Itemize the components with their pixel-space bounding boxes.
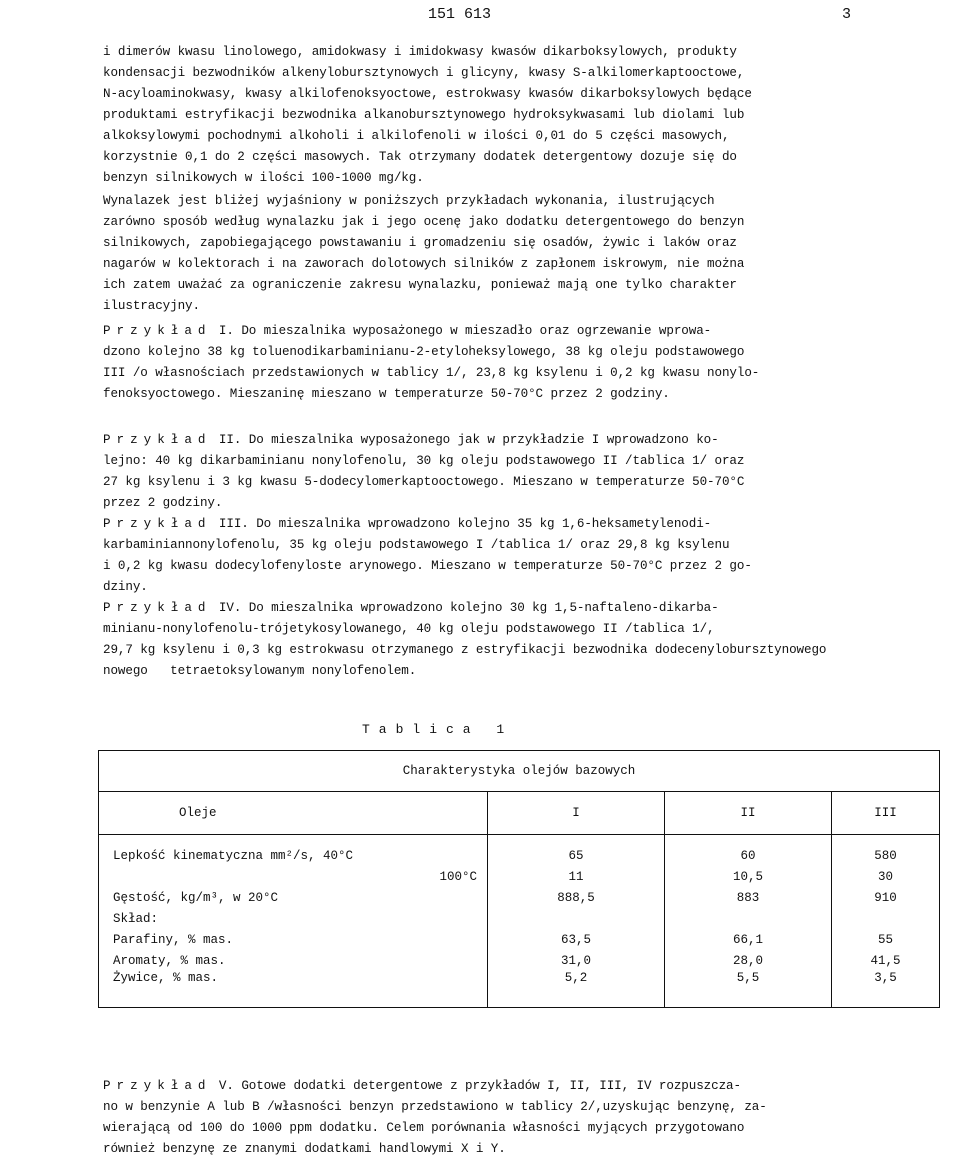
text-line: zarówno sposób według wynalazku jak i jego ocenę jako dodatku detergentowego do benzyn <box>103 215 745 229</box>
example-2-paragraph <box>103 430 945 514</box>
example-label: Przykład <box>103 601 212 615</box>
table-title: Tablica 1 <box>362 722 514 737</box>
text-line: III /o własnościach przedstawionych w tablicy 1/, 23,8 kg ksylenu i 0,2 kg kwasu nonylo- <box>103 366 760 380</box>
cell-value: 65 <box>488 835 665 867</box>
example-text: Do mieszalnika wyposażonego w mieszadło oraz ogrzewanie wprowa- <box>241 324 712 338</box>
text-line: benzyn silnikowych w ilości 100-1000 mg/kg. <box>103 171 424 185</box>
table-row <box>99 971 940 1008</box>
cell-value: 883 <box>665 887 832 908</box>
row-label: Żywice, % mas. <box>99 971 488 1008</box>
text-line: lejno: 40 kg dikarbaminianu nonylofenolu, 30 kg oleju podstawowego II /tablica 1/ oraz <box>103 454 745 468</box>
example-5-paragraph <box>103 1076 945 1160</box>
text-line: ilustracyjny. <box>103 299 200 313</box>
text-line: przez 2 godziny. <box>103 496 223 510</box>
page-header <box>0 6 960 30</box>
cell-value: 31,0 <box>488 950 665 971</box>
text-line <box>103 1076 945 1097</box>
example-number: IV. <box>211 601 249 615</box>
row-label: Lepkość kinematyczna mm²/s, 40°C <box>99 835 488 867</box>
example-text: Do mieszalnika wprowadzono kolejno 35 kg 1,6-heksametylenodi- <box>256 517 712 531</box>
text-line: nagarów w kolektorach i na zaworach dolotowych silników z zapłonem iskrowym, nie można <box>103 257 745 271</box>
cell-value <box>488 908 665 929</box>
table-row <box>99 908 940 929</box>
cell-value: 3,5 <box>832 971 940 1008</box>
table-row <box>99 950 940 971</box>
example-4-paragraph <box>103 598 945 682</box>
text-line: minianu-nonylofenolu-trójetykosylowanego, 40 kg oleju podstawowego II /tablica 1/, <box>103 622 715 636</box>
cell-value: 66,1 <box>665 929 832 950</box>
example-3-paragraph <box>103 514 945 598</box>
header-oils: Oleje <box>99 792 488 835</box>
example-text: Do mieszalnika wprowadzono kolejno 30 kg 1,5-naftaleno-dikarba- <box>248 601 719 615</box>
text-line: ich zatem uważać za ograniczenie zakresu wynalazku, ponieważ mają one tylko charakter <box>103 278 737 292</box>
cell-value: 41,5 <box>832 950 940 971</box>
example-text: Gotowe dodatki detergentowe z przykładów I, II, III, IV rozpuszcza- <box>241 1079 741 1093</box>
example-label: Przykład <box>103 1079 212 1093</box>
cell-value: 580 <box>832 835 940 867</box>
cell-value: 5,5 <box>665 971 832 1008</box>
text-line: kondensacji bezwodników alkenylobursztynowych i glicyny, kwasy S-alkilomerkaptooctowe, <box>103 66 745 80</box>
table-caption: Charakterystyka olejów bazowych <box>99 751 940 792</box>
cell-value: 11 <box>488 866 665 887</box>
header-oil-2: II <box>665 792 832 835</box>
text-line <box>103 598 945 619</box>
example-number: III. <box>211 517 257 531</box>
cell-value: 910 <box>832 887 940 908</box>
intro-paragraph <box>103 42 945 189</box>
explanation-paragraph <box>103 191 945 317</box>
cell-value <box>832 908 940 929</box>
table-row <box>99 887 940 908</box>
row-label: Skład: <box>99 908 488 929</box>
text-line: dziny. <box>103 580 148 594</box>
text-line: Wynalazek jest bliżej wyjaśniony w poniższych przykładach wykonania, ilustrujących <box>103 194 715 208</box>
table-row <box>99 835 940 867</box>
text-line <box>103 321 945 342</box>
text-line: no w benzynie A lub B /własności benzyn przedstawiono w tablicy 2/,uzyskując benzynę, za- <box>103 1100 767 1114</box>
example-number: I. <box>211 324 242 338</box>
cell-value: 55 <box>832 929 940 950</box>
example-label: Przykład <box>103 324 212 338</box>
text-line <box>103 514 945 535</box>
text-line: silnikowych, zapobiegającego powstawaniu i gromadzeniu się osadów, żywic i laków oraz <box>103 236 737 250</box>
text-line: i dimerów kwasu linolowego, amidokwasy i imidokwasy kwasów dikarboksylowych, produkty <box>103 45 737 59</box>
example-text: Do mieszalnika wyposażonego jak w przykładzie I wprowadzono ko- <box>248 433 719 447</box>
cell-value: 10,5 <box>665 866 832 887</box>
text-line: i 0,2 kg kwasu dodecylofenyloste arynowego. Mieszano w temperaturze 50-70°C przez 2 go- <box>103 559 752 573</box>
example-label: Przykład <box>103 517 212 531</box>
text-line: 29,7 kg ksylenu i 0,3 kg estrokwasu otrzymanego z estryfikacji bezwodnika dodecenylobursztynowego <box>103 643 827 657</box>
table-row <box>99 929 940 950</box>
text-line: nowego tetraetoksylowanym nonylofenolem. <box>103 664 417 678</box>
text-line: 27 kg ksylenu i 3 kg kwasu 5-dodecylomerkaptooctowego. Mieszano w temperaturze 50-70°C <box>103 475 745 489</box>
base-oils-table <box>98 750 940 1008</box>
cell-value: 60 <box>665 835 832 867</box>
header-oil-1: I <box>488 792 665 835</box>
example-number: V. <box>211 1079 242 1093</box>
header-oil-3: III <box>832 792 940 835</box>
page-number: 151 613 <box>428 6 492 23</box>
table-row <box>99 866 940 887</box>
example-1-paragraph <box>103 321 945 405</box>
cell-value: 30 <box>832 866 940 887</box>
text-line: dzono kolejno 38 kg toluenodikarbaminianu-2-etyloheksylowego, 38 kg oleju podstawowego <box>103 345 745 359</box>
row-label: Parafiny, % mas. <box>99 929 488 950</box>
text-line: również benzynę ze znanymi dodatkami handlowymi X i Y. <box>103 1142 506 1156</box>
example-label: Przykład <box>103 433 212 447</box>
cell-value: 28,0 <box>665 950 832 971</box>
side-number: 3 <box>842 6 852 23</box>
text-line: produktami estryfikacji bezwodnika alkanobursztynowego hydroksykwasami lub diolami lub <box>103 108 745 122</box>
text-line <box>103 430 945 451</box>
example-number: II. <box>211 433 249 447</box>
row-label: 100°C <box>99 866 488 887</box>
row-label: Gęstość, kg/m³, w 20°C <box>99 887 488 908</box>
text-line: fenoksyoctowego. Mieszaninę mieszano w temperaturze 50-70°C przez 2 godziny. <box>103 387 670 401</box>
table-header-row <box>99 792 940 835</box>
row-label: Aromaty, % mas. <box>99 950 488 971</box>
cell-value: 888,5 <box>488 887 665 908</box>
cell-value: 63,5 <box>488 929 665 950</box>
text-line: wierającą od 100 do 1000 ppm dodatku. Celem porównania własności myjących przygotowano <box>103 1121 745 1135</box>
text-line: N-acyloaminokwasy, kwasy alkilofenoksyoctowe, estrokwasy kwasów dikarboksylowych będące <box>103 87 752 101</box>
text-line: karbaminiannonylofenolu, 35 kg oleju podstawowego I /tablica 1/ oraz 29,8 kg ksylenu <box>103 538 730 552</box>
text-line: korzystnie 0,1 do 2 części masowych. Tak otrzymany dodatek detergentowy dozuje się do <box>103 150 737 164</box>
text-line: alkoksylowymi pochodnymi alkoholi i alkilofenoli w ilości 0,01 do 5 części masowych, <box>103 129 730 143</box>
cell-value <box>665 908 832 929</box>
cell-value: 5,2 <box>488 971 665 1008</box>
